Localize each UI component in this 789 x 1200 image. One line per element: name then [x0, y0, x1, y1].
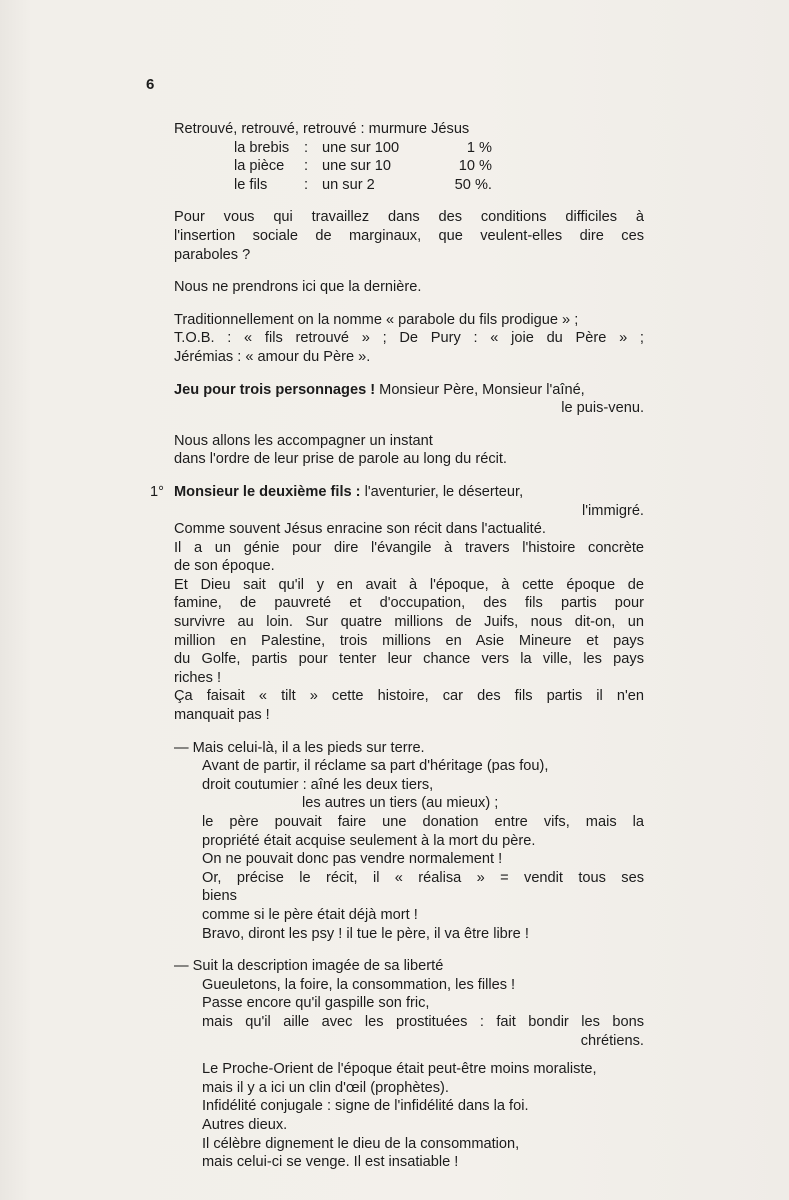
table-cell: : [304, 176, 309, 193]
text-line: droit coutumier : aîné les deux tiers, [202, 776, 434, 793]
bold-heading: Jeu pour trois personnages ! [174, 381, 376, 398]
text-line: le père pouvait faire une donation entre vifs, mais la [202, 814, 644, 830]
text-line: les autres un tiers (au mieux) ; [302, 795, 499, 812]
text-line: Jérémias : « amour du Père ». [174, 348, 371, 365]
body-text [150, 120, 644, 1172]
section-1 [150, 483, 644, 725]
text-line: le puis-venu. [561, 400, 644, 417]
text-line: mais celui-ci se venge. Il est insatiable ! [202, 1154, 459, 1171]
text-line: Or, précise le récit, il « réalisa » = vendit tous ses [202, 869, 644, 886]
text-line [174, 483, 644, 502]
text-line: Bravo, diront les psy ! il tue le père, il va être libre ! [202, 925, 529, 942]
ratio-table [174, 139, 644, 195]
text-line: Passe encore qu'il gaspille son fric, [202, 995, 430, 1012]
text-line: comme si le père était déjà mort ! [202, 906, 418, 923]
text-line: — Mais celui-là, il a les pieds sur terre. [174, 739, 425, 756]
table-cell: : [304, 139, 309, 156]
text-line: du Golfe, partis pour tenter leur chance vers la ville, les pays [174, 651, 644, 668]
block-2 [174, 957, 644, 1050]
text-line: Il a un génie pour dire l'évangile à travers l'histoire concrète [174, 539, 644, 556]
text-line: Ça faisait « tilt » cette histoire, car des fils partis il n'en [174, 688, 644, 705]
text-line: Comme souvent Jésus enracine son récit dans l'actualité. [174, 521, 546, 538]
text-line: Infidélité conjugale : signe de l'infidélité dans la foi. [202, 1098, 529, 1115]
block-1 [174, 739, 644, 944]
page-number: 6 [146, 76, 155, 93]
text-line: — Suit la description imagée de sa liberté [174, 958, 444, 975]
text-line: mais il y a ici un clin d'œil (prophètes). [202, 1079, 449, 1096]
text-line: Gueuletons, la foire, la consommation, les filles ! [202, 976, 516, 993]
text-line: T.O.B. : « fils retrouvé » ; De Pury : « joie du Père » ; [174, 330, 644, 347]
text-line: chrétiens. [580, 1032, 644, 1049]
text-line: million en Palestine, trois millions en Asie Mineure et pays [174, 632, 644, 649]
text-line: dans l'ordre de leur prise de parole au long du récit. [174, 451, 507, 468]
text-line: Et Dieu sait qu'il y en avait à l'époque, à cette époque de [174, 576, 644, 593]
table-cell: : [304, 158, 309, 175]
section-heading: Monsieur le deuxième fils : [174, 483, 361, 500]
intro-line: Retrouvé, retrouvé, retrouvé : murmure Jésus [174, 121, 470, 137]
text-line: manquait pas ! [174, 707, 270, 724]
text-line: l'insertion sociale de marginaux, que veulent-elles dire ces [174, 227, 644, 244]
block-3 [174, 1060, 644, 1172]
text-line: propriété était acquise seulement à la mort du père. [202, 832, 536, 849]
table-cell: 10 % [458, 158, 492, 175]
text-line: On ne pouvait donc pas vendre normalement ! [202, 851, 503, 868]
text-line: Autres dieux. [202, 1116, 288, 1133]
text-line: Il célèbre dignement le dieu de la consommation, [202, 1135, 520, 1152]
table-cell: 1 % [466, 139, 492, 156]
text-line: l'immigré. [582, 502, 644, 519]
table-cell: la pièce [234, 158, 285, 175]
text-line: famine, de pauvreté et d'occupation, des fils partis pour [174, 595, 644, 612]
text-fragment: l'aventurier, le déserteur, [360, 483, 524, 500]
text-line: Nous allons les accompagner un instant [174, 432, 433, 449]
text-line: paraboles ? [174, 246, 251, 263]
text-line [174, 381, 644, 400]
text-line: biens [202, 888, 237, 905]
text-line: Pour vous qui travaillez dans des conditions difficiles à [174, 209, 644, 226]
section-number: 1° [150, 483, 164, 500]
table-cell: 50 %. [454, 176, 492, 193]
table-cell: la brebis [234, 139, 290, 156]
text-line: de son époque. [174, 558, 275, 575]
text-line: riches ! [174, 669, 222, 686]
text-line: mais qu'il aille avec les prostituées : fait bondir les bons [202, 1013, 644, 1030]
text-line: Nous ne prendrons ici que la dernière. [174, 279, 422, 296]
table-cell: une sur 10 [322, 158, 391, 175]
text-line: Avant de partir, il réclame sa part d'héritage (pas fou), [202, 758, 549, 775]
table-cell: un sur 2 [322, 176, 375, 193]
text-line: Le Proche-Orient de l'époque était peut-être moins moraliste, [202, 1061, 597, 1078]
text-line: Traditionnellement on la nomme « parabole du fils prodigue » ; [174, 311, 579, 328]
text-fragment: Monsieur Père, Monsieur l'aîné, [375, 381, 585, 398]
text-line: survivre au loin. Sur quatre millions de Juifs, nous dit-on, un [174, 614, 644, 631]
table-cell: une sur 100 [322, 139, 400, 156]
table-cell: le fils [234, 176, 268, 193]
